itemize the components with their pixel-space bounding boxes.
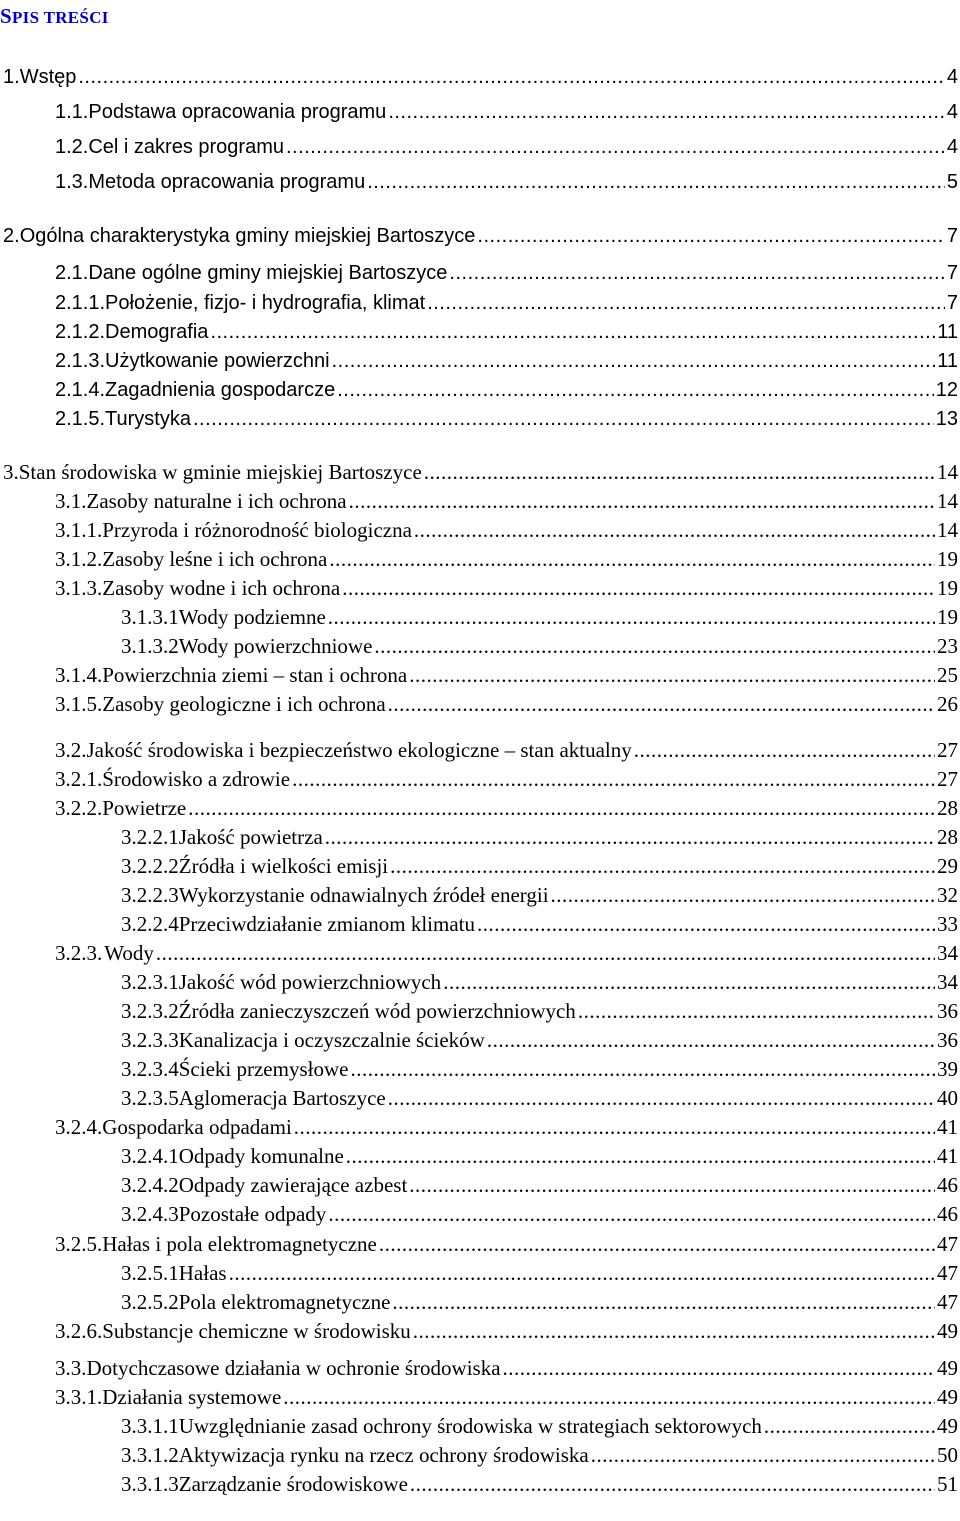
toc-entry[interactable] [0,573,958,601]
toc-entry-page: 4 [946,66,958,88]
toc-entry-number: 3.1.3.1 [121,605,179,629]
toc-dot-leader [337,377,934,403]
toc-dot-leader [409,1172,935,1198]
toc-entry-number: 3.2.5. [55,1232,103,1256]
toc-entry-number: 1.1. [55,101,89,123]
toc-entry-number: 3.2.2.2 [121,854,179,878]
toc-entry[interactable] [0,221,958,249]
toc-entry-number: 3.2.5.2 [121,1290,179,1314]
toc-entry-title: Środowisko a zdrowie [102,767,291,791]
toc-entry-number: 2.1.4. [55,379,106,401]
toc-entry-page: 14 [937,489,958,513]
toc-entry-number: 3.2. [55,738,87,762]
toc-entry[interactable] [0,822,958,850]
toc-entry[interactable] [0,967,958,995]
toc-entry-title: Powierzchnia ziemi – stan i ochrona [102,663,408,687]
toc-entry[interactable] [0,1141,958,1169]
toc-dot-leader [487,1027,935,1053]
toc-entry-page: 47 [937,1232,958,1256]
toc-entry-title: Kanalizacja i oczyszczalnie ścieków [178,1028,485,1052]
toc-entry-title: Pozostałe odpady [178,1202,327,1226]
toc-dot-leader [328,1201,935,1227]
toc-entry-number: 3.3.1. [55,1385,103,1409]
toc-entry[interactable] [0,62,958,90]
toc-entry-title: Hałas [178,1261,227,1285]
toc-dot-leader [634,737,935,763]
toc-entry-page: 49 [937,1356,958,1380]
toc-entry-number: 3.3.1.2 [121,1443,179,1467]
toc-entry-page: 32 [937,883,958,907]
toc-dot-leader [764,1413,935,1439]
toc-entry-page: 36 [937,1028,958,1052]
toc-dot-leader [392,1289,935,1315]
toc-entry-title: Przyroda i różnorodność biologiczna [102,518,412,542]
toc-dot-leader [193,406,934,432]
toc-entry-title: Jakość powietrza [178,825,323,849]
toc-entry-title: Zasoby leśne i ich ochrona [102,547,328,571]
toc-dot-leader [374,633,935,659]
toc-heading [0,4,109,29]
toc-entry[interactable] [0,1353,958,1381]
toc-entry-page: 19 [937,547,958,571]
toc-entry-number: 3.2.3.3 [121,1028,179,1052]
toc-entry-title: Demografia [105,321,209,343]
toc-entry[interactable] [0,1469,958,1497]
toc-dot-leader [229,1260,935,1286]
toc-entry-page: 46 [937,1173,958,1197]
toc-entry[interactable] [0,793,958,821]
toc-entry-number: 1.2. [55,136,89,158]
toc-entry-page: 11 [937,350,958,372]
toc-entry-page: 14 [937,518,958,542]
toc-entry-title: Metoda opracowania programu [88,171,366,193]
toc-entry-number: 3. [3,460,19,484]
toc-entry-number: 2.1.5. [55,408,106,430]
toc-entry-page: 46 [937,1202,958,1226]
toc-entry-number: 3.2.3.1 [121,970,179,994]
toc-entry-title: Hałas i pola elektromagnetyczne [102,1232,377,1256]
toc-entry-number: 1. [3,66,20,88]
toc-entry-title: Zasoby geologiczne i ich ochrona [102,692,386,716]
toc-entry[interactable] [0,1025,958,1053]
toc-entry[interactable] [0,1112,958,1140]
toc-entry-page: 33 [937,912,958,936]
toc-entry-number: 3.3.1.1 [121,1414,179,1438]
toc-entry-title: Aglomeracja Bartoszyce [178,1086,386,1110]
toc-entry-page: 27 [937,738,958,762]
toc-entry-page: 49 [937,1414,958,1438]
toc-entry-title: Zagadnienia gospodarcze [105,379,336,401]
toc-entry-number: 3.2.5.1 [121,1261,179,1285]
toc-dot-leader [367,169,945,195]
toc-entry-page: 28 [937,796,958,820]
toc-entry-title: Podstawa opracowania programu [88,101,387,123]
toc-dot-leader [551,882,935,908]
toc-dot-leader [210,319,935,345]
toc-dot-leader [388,99,945,125]
toc-entry[interactable] [0,317,958,345]
toc-entry-number: 2.1.3. [55,350,106,372]
toc-entry-number: 2. [3,225,20,247]
toc-entry[interactable] [0,938,958,966]
toc-dot-leader [410,1471,935,1497]
toc-entry[interactable] [0,880,958,908]
toc-entry[interactable] [0,602,958,630]
toc-entry-page: 49 [937,1385,958,1409]
toc-entry-page: 34 [937,941,958,965]
toc-dot-leader [503,1355,935,1381]
toc-dot-leader [591,1442,935,1468]
toc-entry[interactable] [0,132,958,160]
toc-entry-page: 25 [937,663,958,687]
toc-entry[interactable] [0,1411,958,1439]
toc-entry-number: 3.2.2.4 [121,912,179,936]
toc-entry-page: 28 [937,825,958,849]
toc-entry-number: 3.2.3.2 [121,999,179,1023]
toc-entry[interactable] [0,1170,958,1198]
toc-entry-title: Użytkowanie powierzchni [105,350,330,372]
toc-entry-number: 3.2.4.1 [121,1144,179,1168]
toc-entry[interactable] [0,909,958,937]
toc-entry-page: 7 [946,262,958,284]
toc-entry-number: 2.1.2. [55,321,106,343]
toc-entry[interactable] [0,97,958,125]
toc-dot-leader [332,348,936,374]
toc-dot-leader [414,517,935,543]
toc-entry-page: 11 [937,321,958,343]
toc-entry-title: Zasoby wodne i ich ochrona [102,576,341,600]
toc-entry-page: 12 [935,379,958,401]
toc-dot-leader [342,575,935,601]
toc-entry-page: 49 [937,1319,958,1343]
toc-entry-page: 13 [935,408,958,430]
toc-entry-title: Wstęp [19,66,77,88]
toc-entry[interactable] [0,631,958,659]
toc-dot-leader [329,546,935,572]
toc-entry-page: 34 [937,970,958,994]
toc-entry-number: 3.2.2.3 [121,883,179,907]
toc-entry-number: 2.1. [55,262,89,284]
toc-entry-title: Ogólna charakterystyka gminy miejskiej Bartoszyce [19,225,476,247]
toc-entry[interactable] [0,258,958,286]
toc-dot-leader [346,1143,935,1169]
toc-dot-leader [379,1231,935,1257]
toc-entry-title: Cel i zakres programu [88,136,284,158]
toc-entry[interactable] [0,1382,958,1410]
toc-dot-leader [350,1056,935,1082]
toc-entry[interactable] [0,660,958,688]
toc-entry[interactable] [0,457,958,485]
toc-entry-title: Odpady zawierające azbest [178,1173,408,1197]
toc-entry-title: Stan środowiska w gminie miejskiej Bartoszyce [18,460,422,484]
toc-entry[interactable] [0,689,958,717]
toc-entry[interactable] [0,1440,958,1468]
toc-entry[interactable] [0,1083,958,1111]
toc-entry-number: 3.1.1. [55,518,103,542]
toc-entry-title: Dane ogólne gminy miejskiej Bartoszyce [88,262,448,284]
toc-entry-number: 3.2.4. [55,1115,103,1139]
toc-entry-title: Ścieki przemysłowe [178,1057,349,1081]
toc-entry-number: 3.2.4.2 [121,1173,179,1197]
toc-entry-page: 39 [937,1057,958,1081]
toc-dot-leader [424,459,935,485]
toc-dot-leader [477,223,944,249]
toc-entry-number: 3.3. [55,1356,87,1380]
toc-dot-leader [388,1085,935,1111]
toc-entry-number: 3.1.3. [55,576,103,600]
toc-entry-page: 29 [937,854,958,878]
toc-dot-leader [349,488,935,514]
toc-entry-page: 4 [946,136,958,158]
toc-entry-page: 47 [937,1261,958,1285]
toc-entry-title: Jakość środowiska i bezpieczeństwo ekologiczne – stan aktualny [86,738,632,762]
toc-entry-page: 47 [937,1290,958,1314]
toc-entry-title: Przeciwdziałanie zmianom klimatu [178,912,475,936]
toc-entry[interactable] [0,1316,958,1344]
toc-entry[interactable] [0,1229,958,1257]
toc-dot-leader [427,290,945,316]
toc-entry-number: 3.2.3.4 [121,1057,179,1081]
toc-dot-leader [578,998,935,1024]
toc-entry-page: 19 [937,605,958,629]
toc-entry-page: 51 [937,1472,958,1496]
toc-dot-leader [390,853,935,879]
toc-entry-number: 3.3.1.3 [121,1472,179,1496]
toc-entry[interactable] [0,851,958,879]
toc-entry[interactable] [0,1258,958,1286]
toc-dot-leader [188,795,935,821]
toc-entry-number: 3.1.5. [55,692,103,716]
toc-entry-title: Wody powierzchniowe [178,634,373,658]
toc-entry-page: 41 [937,1144,958,1168]
toc-entry-page: 27 [937,767,958,791]
toc-dot-leader [292,766,935,792]
toc-heading-initial: S [0,4,12,28]
toc-entry-page: 5 [946,171,958,193]
toc-dot-leader [78,64,945,90]
toc-heading-rest: PIS TREŚCI [11,8,109,27]
toc-entry-title: Aktywizacja rynku na rzecz ochrony środowiska [178,1443,589,1467]
toc-dot-leader [477,911,935,937]
toc-dot-leader [388,691,935,717]
toc-dot-leader [409,662,935,688]
toc-entry-number: 3.2.1. [55,767,103,791]
toc-entry[interactable] [0,515,958,543]
toc-entry-page: 7 [946,292,958,314]
toc-entry-number: 3.2.2. [55,796,103,820]
toc-dot-leader [443,969,935,995]
toc-entry-title: Źródła i wielkości emisji [178,854,389,878]
toc-entry-title: Odpady komunalne [178,1144,344,1168]
toc-entry[interactable] [0,404,958,432]
toc-entry-number: 2.1.1. [55,292,106,314]
toc-entry-number: 3.1. [55,489,87,513]
toc-entry[interactable] [0,544,958,572]
toc-entry-number: 3.1.4. [55,663,103,687]
toc-entry-number: 3.1.3.2 [121,634,179,658]
toc-entry-title: Gospodarka odpadami [102,1115,292,1139]
toc-entry-page: 26 [937,692,958,716]
toc-entry-page: 7 [946,225,958,247]
toc-entry-number: 3.2.3.5 [121,1086,179,1110]
toc-entry-page: 14 [937,460,958,484]
toc-entry-title: Zarządzanie środowiskowe [178,1472,408,1496]
toc-entry[interactable] [0,1287,958,1315]
toc-entry[interactable] [0,486,958,514]
toc-entry-page: 41 [937,1115,958,1139]
toc-entry-page: 36 [937,999,958,1023]
toc-entry[interactable] [0,375,958,403]
toc-entry-page: 19 [937,576,958,600]
toc-entry-number: 3.2.4.3 [121,1202,179,1226]
toc-entry[interactable] [0,1199,958,1227]
toc-entry-title: Pola elektromagnetyczne [178,1290,391,1314]
toc-entry-title: Wody podziemne [178,605,326,629]
toc-entry[interactable] [0,735,958,763]
toc-dot-leader [286,134,945,160]
toc-entry-page: 4 [946,101,958,123]
toc-dot-leader [325,824,935,850]
toc-entry[interactable] [0,764,958,792]
toc-dot-leader [283,1384,935,1410]
toc-entry[interactable] [0,288,958,316]
toc-entry[interactable] [0,346,958,374]
toc-entry-number: 3.2.6. [55,1319,103,1343]
toc-dot-leader [449,260,944,286]
toc-entry-title: Wykorzystanie odnawialnych źródeł energii [178,883,549,907]
toc-entry-title: Położenie, fizjo- i hydrografia, klimat [105,292,426,314]
toc-entry-number: 1.3. [55,171,89,193]
toc-entry-title: Uwzględnianie zasad ochrony środowiska w strategiach sektorowych [178,1414,762,1438]
toc-entry[interactable] [0,996,958,1024]
toc-entry-title: Jakość wód powierzchniowych [178,970,442,994]
toc-entry-title: Substancje chemiczne w środowisku [102,1319,411,1343]
toc-entry-page: 40 [937,1086,958,1110]
toc-entry-title: Wody [104,941,154,965]
toc-dot-leader [294,1114,935,1140]
toc-entry-number: 3.1.2. [55,547,103,571]
toc-entry-number: 3.2.2.1 [121,825,179,849]
toc-entry-title: Powietrze [102,796,187,820]
toc-entry-page: 23 [937,634,958,658]
toc-entry-title: Źródła zanieczyszczeń wód powierzchniowych [178,999,576,1023]
toc-entry-title: Działania systemowe [102,1385,282,1409]
toc-dot-leader [328,604,935,630]
toc-entry[interactable] [0,1054,958,1082]
toc-entry-page: 50 [937,1443,958,1467]
toc-entry-title: Turystyka [105,408,191,430]
toc-entry-title: Dotychczasowe działania w ochronie środowiska [86,1356,501,1380]
toc-entry-title: Zasoby naturalne i ich ochrona [86,489,347,513]
toc-dot-leader [413,1318,935,1344]
toc-entry[interactable] [0,167,958,195]
toc-entry-number: 3.2.3. [55,941,103,965]
toc-dot-leader [156,940,935,966]
